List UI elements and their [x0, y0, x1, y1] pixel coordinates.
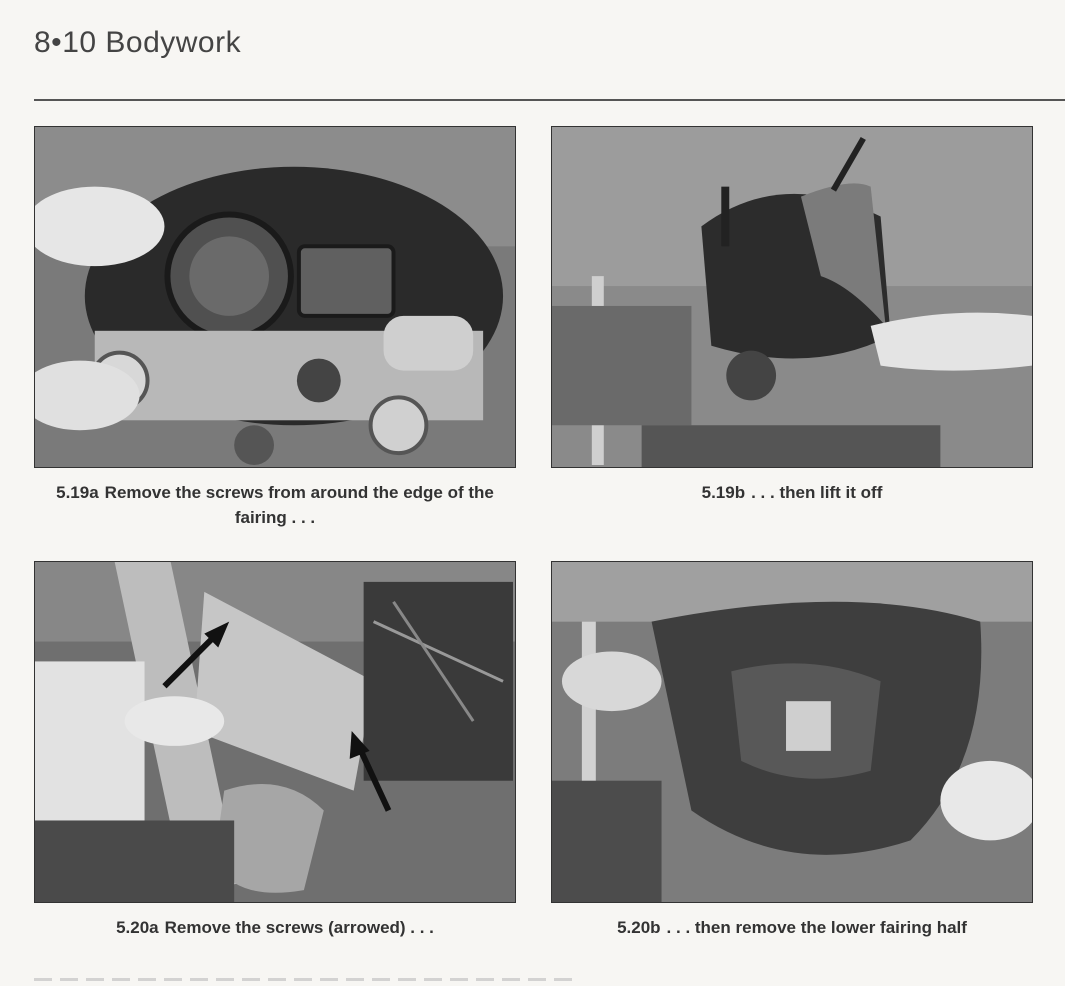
figure-number: 5.20b: [617, 918, 661, 937]
figure-caption: [551, 915, 1033, 940]
page-title: 8•10 Bodywork: [34, 26, 242, 59]
figure-caption: [551, 480, 1033, 505]
figure-caption: [34, 480, 516, 530]
caption-text: . . . then lift it off: [751, 483, 883, 502]
figure-caption: [34, 915, 516, 940]
instrument-panel-photo: [34, 126, 516, 468]
figure-number: 5.20a: [116, 918, 159, 937]
screws-arrowed-photo: [34, 561, 516, 903]
caption-text: . . . then remove the lower fairing half: [666, 918, 967, 937]
figure-5-20a: [34, 561, 516, 940]
figure-5-19a: [34, 126, 516, 530]
lower-fairing-photo: [551, 561, 1033, 903]
caption-text: Remove the screws (arrowed) . . .: [164, 918, 434, 937]
fairing-removal-photo: [551, 126, 1033, 468]
header-divider: [34, 99, 1065, 101]
figure-number: 5.19b: [701, 483, 746, 502]
figure-5-20b: [551, 561, 1033, 940]
next-text-line-fragment: [34, 978, 574, 981]
figure-number: 5.19a: [56, 483, 99, 502]
caption-text: Remove the screws from around the edge of the fairing . . .: [104, 483, 494, 527]
figure-5-19b: [551, 126, 1033, 505]
